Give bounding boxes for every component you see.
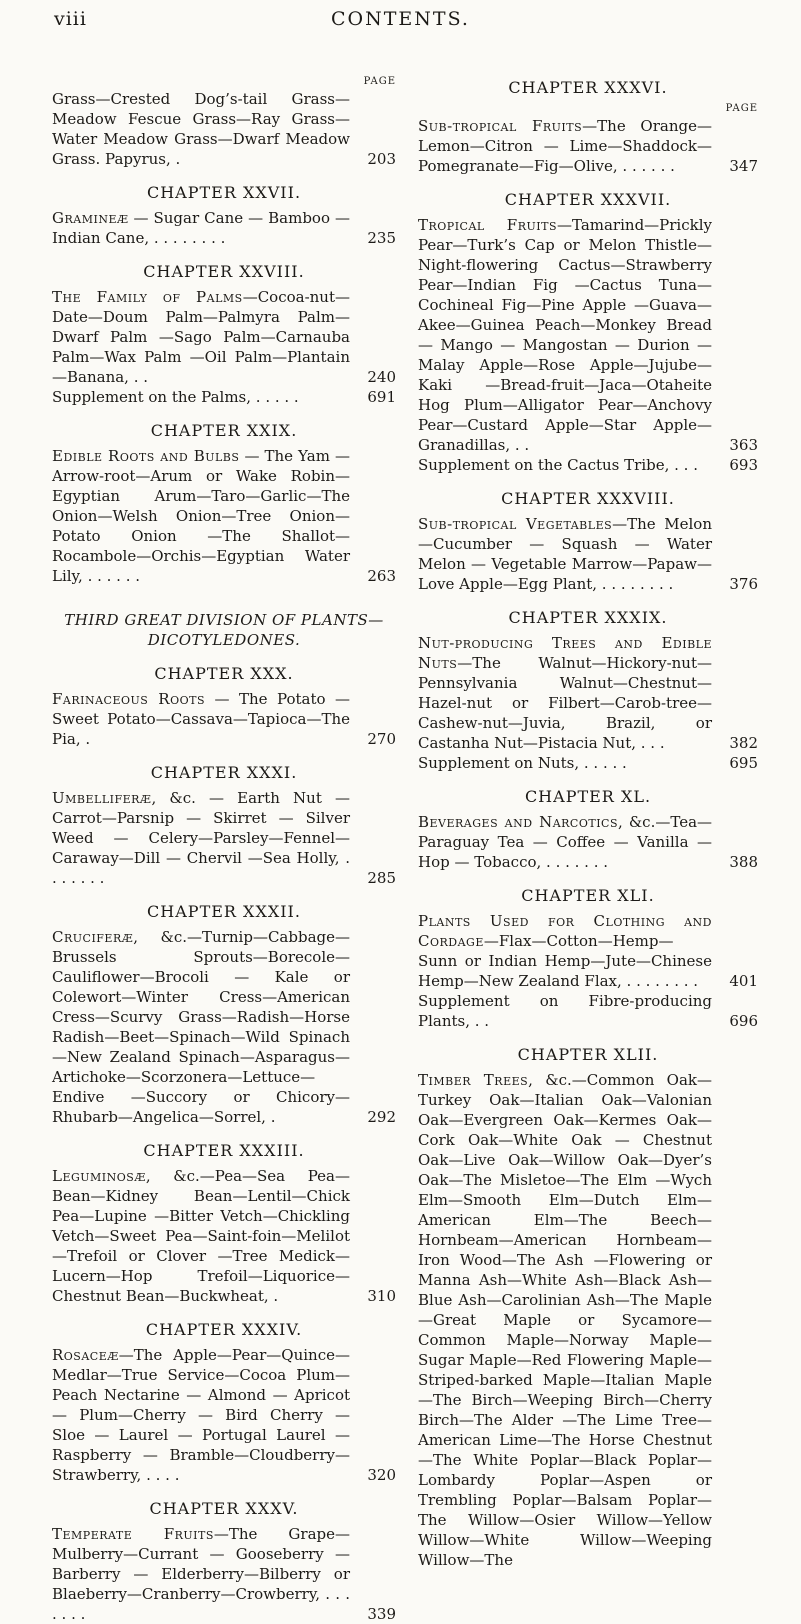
contents-entry (418, 116, 758, 176)
entry-lead: Nut-producing Trees and Edible Nuts (418, 634, 712, 672)
entry-page-number: 203 (367, 150, 396, 168)
contents-entry (52, 927, 396, 1127)
entry-text: Grass—Crested Dog’s-tail Grass—Meadow Fescue Grass—Ray Grass—Water Meadow Grass—Dwarf Meadow Grass. Papyrus, . (52, 90, 350, 168)
entry-text: , &c.—Common Oak—Turkey Oak—Italian Oak—Valonian Oak—Evergreen Oak—Kermes Oak—Cork Oak—White Oak — Chestnut Oak—Live Oak—Willow Oak—Dyer’s Oak—The Misletoe—The Elm —Wych Elm—Smooth Elm—Dutch Elm—American Elm—The Beech—Hornbeam—American Hornbeam—Iron Wood—The Ash —Flowering or Manna Ash—White Ash—Black Ash—Blue Ash—Carolinian Ash—The Maple—Great Maple or Sycamore—Common Maple—Norway Maple—Sugar Maple—Red Flowering Maple—Striped-barked Maple—Italian Maple—The Birch—Weeping Birch—Cherry Birch—The Alder —The Lime Tree—American Lime—The Horse Chestnut—The White Poplar—Black Poplar—Lombardy Poplar—Aspen or Trembling Poplar—Balsam Poplar—The Willow—Osier Willow—Yellow Willow—White Willow—Weeping Willow—The (418, 1071, 712, 1569)
entry-page-number: 320 (367, 1466, 396, 1484)
contents-entry (418, 455, 758, 475)
contents-entry (52, 287, 396, 387)
entry-page-number: 270 (367, 730, 396, 748)
contents-entry (418, 215, 758, 455)
entry-lead: Sub-tropical Fruits (418, 117, 583, 135)
entry-text: Supplement on the Palms, . . . . . (52, 388, 299, 406)
chapter-heading: CHAPTER XLI. (521, 886, 655, 905)
entry-text: —The Apple—Pear—Quince—Medlar—True Service—Cocoa Plum—Peach Nectarine — Almond — Apricot — Plum—Cherry — Bird Cherry — Sloe — Laurel — Portugal Laurel — Raspberry — Bramble—Cloudberry—Strawberry, . . . . (52, 1346, 350, 1484)
entry-lead: Rosaceæ (52, 1346, 119, 1364)
entry-page-number: 339 (367, 1605, 396, 1623)
entry-page-number: 691 (367, 388, 396, 406)
contents-entry (418, 514, 758, 594)
entry-text: — The Potato — Sweet Potato—Cassava—Tapioca—The Pia, . (52, 690, 350, 748)
entry-lead: The Family of Palms (52, 288, 243, 306)
entry-text: —Tamarind—Prickly Pear—Turk’s Cap or Melon Thistle—Night-flowering Cactus—Strawberry Pear—Indian Fig —Cactus Tuna—Cochineal Fig—Pine Apple —Guava—Akee—Guinea Peach—Monkey Bread — Mango — Mangostan — Durion — Malay Apple—Rose Apple—Jujube—Kaki —Bread-fruit—Jaca—Otaheite Hog Plum—Alligator Pear—Anchovy Pear—Custard Apple—Star Apple—Granadillas, . . (418, 216, 712, 454)
chapter-heading: CHAPTER XXVIII. (143, 262, 305, 281)
page-column-label: PAGE (725, 103, 758, 114)
chapter-heading: CHAPTER XXXIV. (145, 1320, 303, 1339)
contents-entry (418, 1070, 758, 1570)
entry-text: , &c.—Tea—Paraguay Tea — Coffee — Vanilla — Hop — Tobacco, . . . . . . . (418, 813, 713, 871)
chapter-heading: CHAPTER XXX. (154, 664, 294, 683)
entry-page-number: 235 (367, 229, 396, 247)
page-column-label: PAGE (363, 76, 396, 87)
contents-entry (418, 753, 758, 773)
contents-entry (52, 1166, 396, 1306)
division-heading (52, 610, 396, 650)
division-heading-line: THIRD GREAT DIVISION OF PLANTS— (64, 611, 384, 629)
entry-lead: Tropical Fruits (418, 216, 557, 234)
chapter-heading: CHAPTER XXXII. (147, 902, 301, 921)
contents-entry (52, 446, 396, 586)
chapter-heading: CHAPTER XXXVII. (504, 190, 672, 209)
entry-text: Supplement on the Cactus Tribe, . . . (418, 456, 698, 474)
entry-text: —Cocoa-nut—Date—Doum Palm—Palmyra Palm—Dwarf Palm —Sago Palm—Carnauba Palm—Wax Palm —Oil Palm—Plantain—Banana, . . (52, 288, 350, 386)
entry-lead: Leguminosæ (52, 1167, 146, 1185)
contents-entry (52, 208, 396, 248)
left-column (52, 78, 396, 1624)
entry-text: —The Grape—Mulberry—Currant — Gooseberry — Barberry — Elderberry—Bilberry or Blaeberry—Cranberry—Crowberry, . . . . . . . (52, 1525, 350, 1623)
contents-entry (52, 1345, 396, 1485)
entry-lead: Gramineæ (52, 209, 129, 227)
entry-text: Supplement on Nuts, . . . . . (418, 754, 627, 772)
entry-page-number: 310 (367, 1287, 396, 1305)
contents-entry (52, 689, 396, 749)
entry-text: , &c. — Earth Nut — Carrot—Parsnip — Skirret — Silver Weed — Celery—Parsley—Fennel—Caraway—Dill — Chervil —Sea Holly, . . . . . . . (52, 789, 350, 887)
entry-page-number: 693 (729, 456, 758, 474)
chapter-heading: CHAPTER XL. (524, 787, 652, 806)
entry-lead: Temperate Fruits (52, 1525, 214, 1543)
entry-page-number: 696 (729, 1012, 758, 1030)
right-column (418, 78, 758, 1570)
entry-page-number: 695 (729, 754, 758, 772)
page-number: viii (54, 8, 87, 30)
chapter-heading: CHAPTER XXIX. (150, 421, 298, 440)
entry-page-number: 401 (729, 972, 758, 990)
chapter-heading: CHAPTER XXVII. (146, 183, 302, 202)
entry-lead: Edible Roots and Bulbs (52, 447, 240, 465)
division-heading-line: DICOTYLEDONES. (147, 631, 301, 649)
entry-text: —Flax—Cotton—Hemp—Sunn or Indian Hemp—Jute—Chinese Hemp—New Zealand Flax, . . . . . . . . (418, 932, 712, 990)
contents-entry (418, 991, 758, 1031)
entry-lead: Umbelliferæ (52, 789, 152, 807)
chapter-heading: CHAPTER XLII. (517, 1045, 659, 1064)
chapter-heading: CHAPTER XXXI. (150, 763, 298, 782)
entry-page-number: 376 (729, 575, 758, 593)
entry-lead: Sub-tropical Vegetables (418, 515, 613, 533)
entry-text: Supplement on Fibre-producing Plants, . . (418, 992, 712, 1030)
entry-lead: Plants Used for Clothing and Cordage (418, 912, 712, 950)
entry-page-number: 263 (367, 567, 396, 585)
chapter-heading: CHAPTER XXXVI. (508, 78, 668, 97)
page-title: CONTENTS. (331, 8, 470, 30)
contents-entry (418, 911, 758, 991)
entry-page-number: 292 (367, 1108, 396, 1126)
entry-page-number: 285 (367, 869, 396, 887)
contents-entry (418, 812, 758, 872)
entry-text: —The Orange—Lemon—Citron — Lime—Shaddock—Pomegranate—Fig—Olive, . . . . . . (418, 117, 712, 175)
entry-lead: Timber Trees (418, 1071, 529, 1089)
contents-entry (418, 633, 758, 753)
entry-text: —The Walnut—Hickory-nut—Pennsylvania Walnut—Chestnut—Hazel-nut or Filbert—Carob-tree—Cashew-nut—Juvia, Brazil, or Castanha Nut—Pistacia Nut, . . . (418, 654, 712, 752)
entry-text: —The Melon—Cucumber — Squash — Water Melon — Vegetable Marrow—Papaw—Love Apple—Egg Plant, . . . . . . . . (418, 515, 712, 593)
chapter-heading: CHAPTER XXXVIII. (501, 489, 675, 508)
entry-text: — Sugar Cane — Bamboo — Indian Cane, . . . . . . . . (52, 209, 350, 247)
entry-page-number: 363 (729, 436, 758, 454)
entry-lead: Beverages and Narcotics (418, 813, 619, 831)
contents-entry (52, 1524, 396, 1624)
chapter-heading: CHAPTER XXXIX. (508, 608, 668, 627)
page-header (0, 8, 801, 38)
contents-entry (52, 387, 396, 407)
entry-lead: Farinaceous Roots (52, 690, 205, 708)
entry-text: — The Yam — Arrow-root—Arum or Wake Robin—Egyptian Arum—Taro—Garlic—The Onion—Welsh Onion—Tree Onion—Potato Onion —The Shallot—Rocambole—Orchis—Egyptian Water Lily, . . . . . . (52, 447, 350, 585)
chapter-heading: CHAPTER XXXV. (149, 1499, 299, 1518)
entry-text: , &c.—Turnip—Cabbage—Brussels Sprouts—Borecole—Cauliflower—Brocoli — Kale or Colewort—Winter Cress—American Cress—Scurvy Grass—Radish—Horse Radish—Beet—Spinach—Wild Spinach—New Zealand Spinach—Asparagus—Artichoke—Scorzonera—Lettuce—Endive —Succory or Chicory—Rhubarb—Angelica—Sorrel, . (52, 928, 350, 1126)
entry-page-number: 388 (729, 853, 758, 871)
contents-entry (52, 788, 396, 888)
entry-lead: Cruciferæ (52, 928, 134, 946)
entry-page-number: 382 (729, 734, 758, 752)
entry-text: , &c.—Pea—Sea Pea—Bean—Kidney Bean—Lentil—Chick Pea—Lupine —Bitter Vetch—Chickling Vetch—Sweet Pea—Saint-foin—Melilot—Trefoil or Clover —Tree Medick—Lucern—Hop Trefoil—Liquorice—Chestnut Bean—Buckwheat, . (52, 1167, 350, 1305)
entry-page-number: 240 (367, 368, 396, 386)
contents-entry (52, 89, 396, 169)
chapter-heading: CHAPTER XXXIII. (143, 1141, 305, 1160)
entry-page-number: 347 (729, 157, 758, 175)
